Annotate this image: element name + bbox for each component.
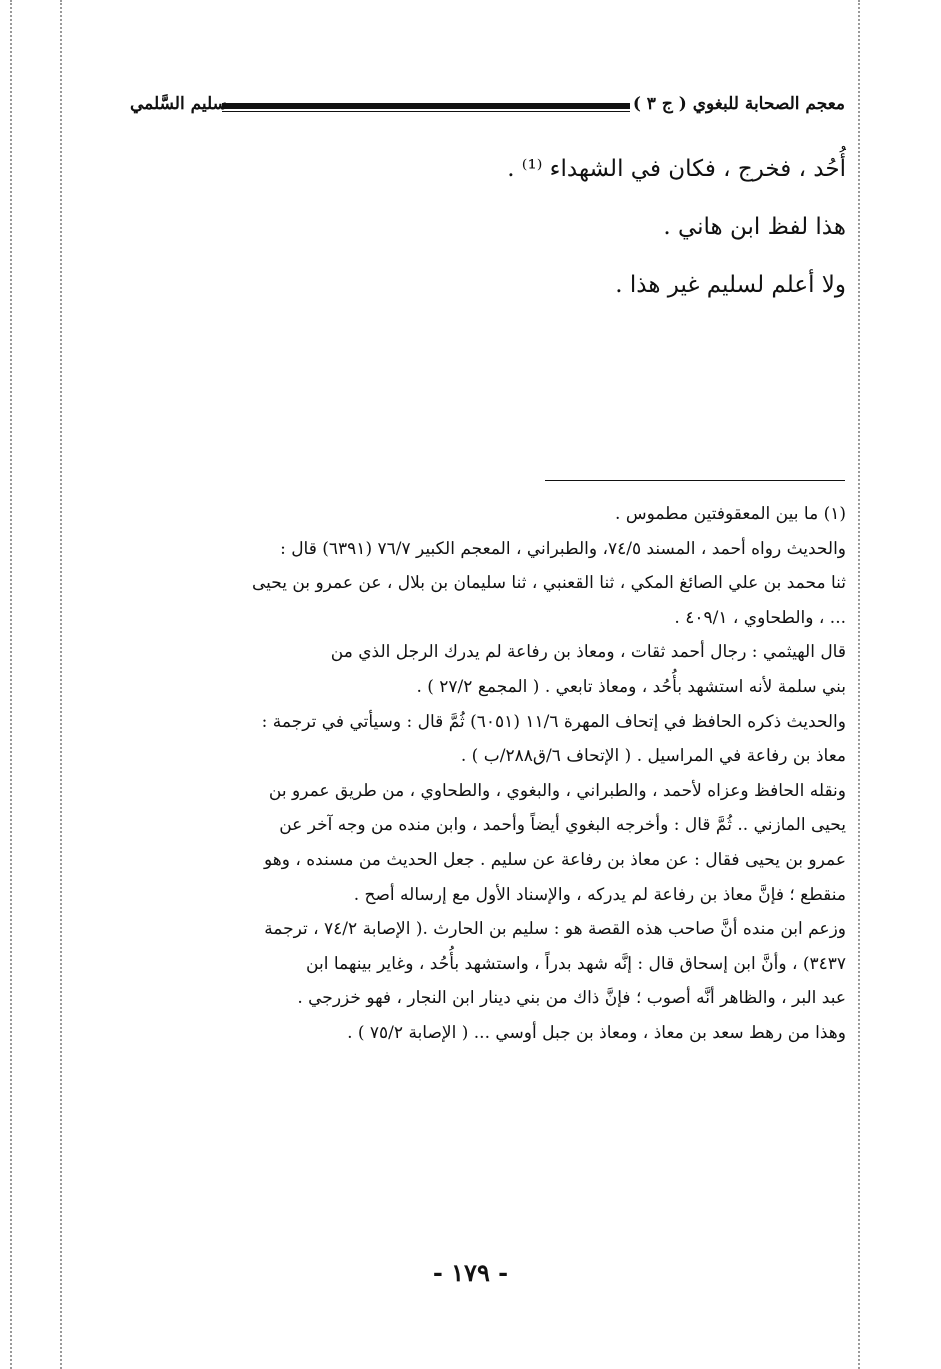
footnote-line: عبد البر ، والظاهر أنَّه أصوب ؛ فإنَّ ذاك من بني دينار ابن النجار ، فهو خزرجي . bbox=[297, 988, 846, 1009]
text-line: ولا أعلم لسليم غير هذا . bbox=[615, 272, 846, 298]
footnote-line: والحديث ذكره الحافظ في إتحاف المهرة ١١/٦ (٦٠٥١) ثُمَّ قال : وسيأتي في ترجمة : bbox=[261, 711, 846, 732]
footnote-line: قال الهيثمي : رجال أحمد ثقات ، ومعاذ بن رفاعة لم يدرك الرجل الذي من bbox=[330, 642, 846, 663]
footnote-line: منقطع ؛ فإنَّ معاذ بن رفاعة لم يدركه ، والإسناد الأول مع إرساله أصح . bbox=[353, 884, 846, 905]
footnote-line: ثنا محمد بن علي الصائغ المكي ، ثنا القعنبي ، ثنا سليمان بن بلال ، عن عمرو بن يحيى bbox=[251, 573, 846, 594]
footnote-line: معاذ بن رفاعة في المراسيل . ( الإتحاف ٦/ق٢٨٨/ب ) . bbox=[460, 746, 846, 767]
footnote-line: (١) ما بين المعقوفتين مطموس . bbox=[615, 504, 846, 524]
footnote-line: ٣٤٣٧) ، وأنَّ ابن إسحاق قال : إنَّه شهد بدراً ، واستشهد بأُحُد ، وغاير بينهما ابن bbox=[306, 953, 846, 974]
footnote-line: والحديث رواه أحمد ، المسند ٧٤/٥، والطبراني ، المعجم الكبير ٧٦/٧ (٦٣٩١) قال : bbox=[280, 538, 846, 559]
entry-name: سليم السَّلمي bbox=[130, 94, 227, 114]
margin-dotted-line bbox=[60, 0, 62, 1369]
footnote-line: يحيى المازني .. ثُمَّ قال : وأخرجه البغوي أيضاً وأحمد ، وابن منده من وجه آخر عن bbox=[279, 815, 846, 836]
text-line: أُحُد ، فخرج ، فكان في الشهداء ⁽¹⁾ . bbox=[507, 156, 846, 182]
text-line: هذا لفظ ابن هاني . bbox=[663, 214, 846, 240]
footnote-line: ... ، والطحاوي ، ٤٠٩/١ . bbox=[674, 607, 846, 628]
footnote-line: عمرو بن يحيى فقال : عن معاذ بن رفاعة عن سليم . جعل الحديث من مسنده ، وهو bbox=[263, 849, 846, 870]
book-title: معجم الصحابة للبغوي ( ج ٣ ) bbox=[632, 94, 845, 114]
footnote-line: وهذا من رهط سعد بن معاذ ، ومعاذ بن جبل أوسي ... ( الإصابة ٧٥/٢ ) . bbox=[347, 1022, 846, 1043]
footnotes bbox=[126, 497, 846, 1051]
footnote-line: وزعم ابن منده أنَّ صاحب هذه القصة هو : سليم بن الحارث .( الإصابة ٧٤/٢ ، ترجمة bbox=[264, 919, 846, 940]
footnote-separator bbox=[545, 480, 845, 481]
footnote-line: ونقله الحافظ وعزاه لأحمد ، والطبراني ، والبغوي ، والطحاوي ، من طريق عمرو بن bbox=[268, 780, 846, 801]
margin-dotted-line bbox=[858, 0, 860, 1369]
header-rule bbox=[222, 111, 630, 112]
main-text bbox=[146, 140, 846, 314]
margin-dotted-line bbox=[10, 0, 12, 1369]
header-rule bbox=[222, 103, 630, 109]
running-header bbox=[130, 88, 845, 128]
footnote-line: بني سلمة لأنه استشهد بأُحُد ، ومعاذ تابعي . ( المجمع ٢٧/٢ ) . bbox=[416, 676, 846, 697]
page-number: - ١٧٩ - bbox=[432, 1258, 509, 1287]
